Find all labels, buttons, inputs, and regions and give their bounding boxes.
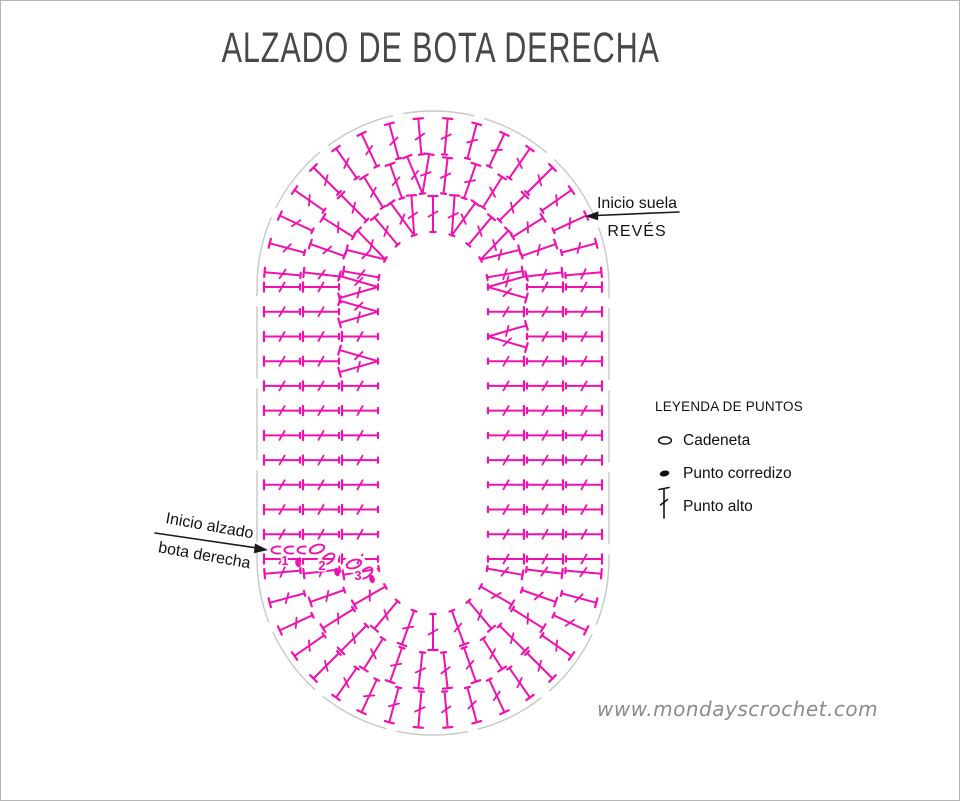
chain-number-label: 1 [281,553,289,568]
legend-item-double-crochet [655,496,865,517]
chain-number-label: 2 [318,558,326,573]
upper-start-label-line1: Inicio alzado [164,510,255,543]
upper-start-label-line2: bota derecha [156,539,252,573]
sole-start-side-label: REVÉS [607,223,667,240]
legend-item-chain [655,430,865,451]
legend-item-slip-stitch [655,463,865,484]
slip-stitch-icon [655,467,683,480]
website-watermark: www.mondayscrochet.com [597,697,879,721]
legend-label-double-crochet: Punto alto [683,497,753,515]
double-crochet-icon [655,493,683,521]
legend-label-slip-stitch: Punto corredizo [683,464,792,482]
page-title-text: ALZADO DE BOTA DERECHA [221,23,661,72]
legend-label-chain: Cadeneta [683,431,751,449]
chain-icon [655,434,683,447]
annotation-arrows [155,211,679,553]
annotation-sole-start [584,195,690,240]
sole-start-label: Inicio suela [596,195,678,212]
legend-heading: LEYENDA DE PUNTOS [655,399,803,414]
stitch-rounds [264,118,602,728]
start-chains [270,540,378,583]
stitch-legend [655,399,865,529]
chain-number-label: 3 [354,568,362,583]
